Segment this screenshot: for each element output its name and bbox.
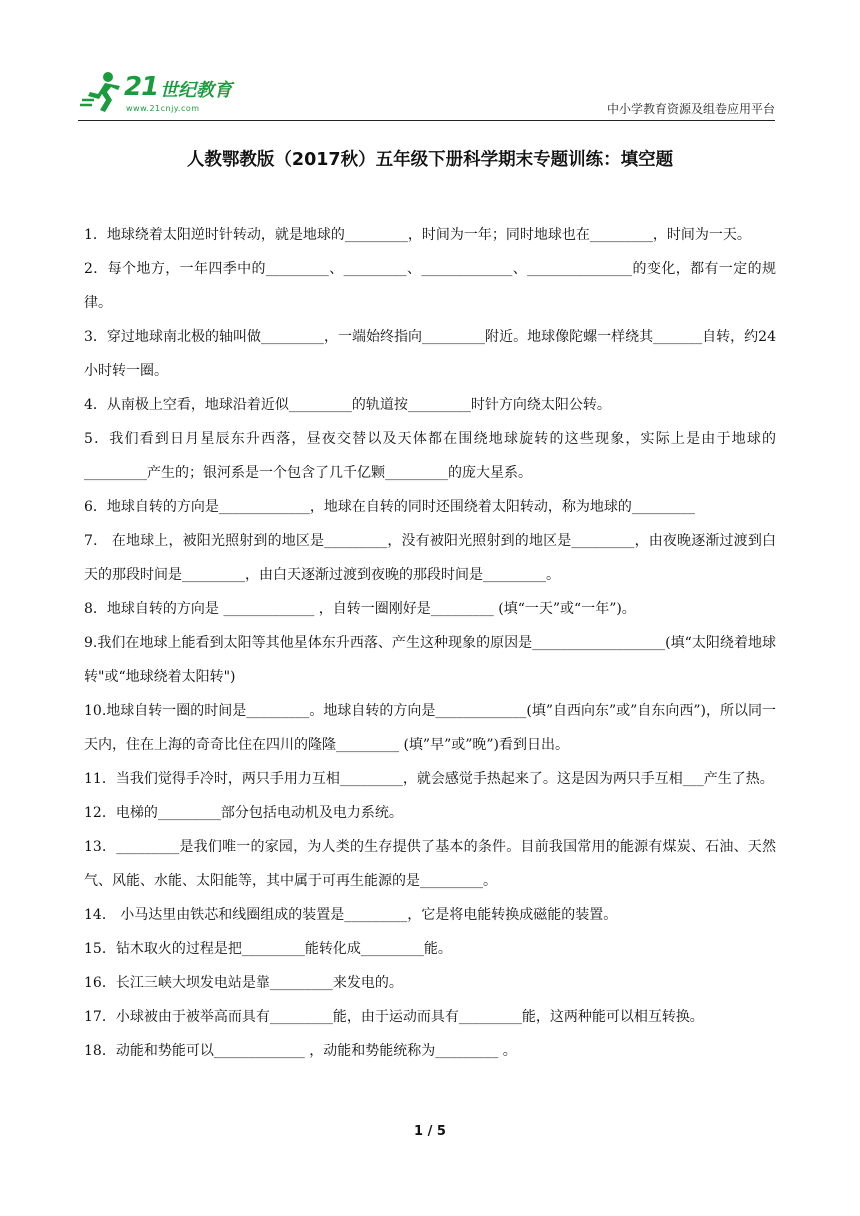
question-item: 15．钻木取火的过程是把_________能转化成_________能。 — [84, 941, 452, 957]
question-item: 17．小球被由于被举高而具有_________能，由于运动而具有_________能，这两种能可以相互转换。 — [84, 1009, 704, 1025]
question-item: 5．我们看到日月星辰东升西落，昼夜交替以及天体都在围绕地球旋转的这些现象，实际上是由于地球的_________产生的；银河系是一个包含了几千亿颗_________的庞大星系。 — [84, 431, 776, 481]
question-item: 9.我们在地球上能看到太阳等其他星体东升西落、产生这种现象的原因是___________________(填“太阳绕着地球转"或“地球绕着太阳转") — [84, 635, 776, 685]
question-item: 2．每个地方，一年四季中的_________、_________、_____________、_______________的变化，都有一定的规律。 — [84, 261, 776, 311]
question-item: 10.地球自转一圈的时间是_________。地球自转的方向是_____________(填”自西向东”或”自东向西”)，所以同一天内，住在上海的奇奇比住在四川的隆隆_________ (填”早”或”晚”)看到日出。 — [84, 703, 776, 753]
logo-number: 21 — [124, 72, 159, 102]
question-item: 3．穿过地球南北极的轴叫做_________，一端始终指向_________附近。地球像陀螺一样绕其_______自转，约24小时转一圈。 — [84, 329, 776, 379]
question-item: 14． 小马达里由铁芯和线圈组成的装置是_________，它是将电能转换成磁能的装置。 — [84, 907, 618, 923]
question-item: 18．动能和势能可以_____________ ，动能和势能统称为_________ 。 — [84, 1043, 517, 1059]
logo-text: 世纪教育 — [160, 80, 232, 101]
question-list — [84, 218, 776, 1068]
logo-url: www.21cnjy.com — [126, 104, 200, 113]
question-item: 11．当我们觉得手冷时，两只手用力互相_________，就会感觉手热起来了。这是因为两只手互相___产生了热。 — [84, 771, 774, 787]
question-item: 12．电梯的_________部分包括电动机及电力系统。 — [84, 805, 403, 821]
page-number: 1 / 5 — [414, 1124, 446, 1139]
question-item: 8．地球自转的方向是 _____________ ，自转一圈刚好是_________ (填“一天”或“一年”)。 — [84, 601, 636, 617]
question-item: 4．从南极上空看，地球沿着近似_________的轨道按_________时针方向绕太阳公转。 — [84, 397, 611, 413]
question-item: 7． 在地球上，被阳光照射到的地区是_________，没有被阳光照射到的地区是_________，由夜晚逐渐过渡到白天的那段时间是_________，由白天逐渐过渡到夜晚的那段时间是_________。 — [84, 533, 776, 583]
header-platform-text: 中小学教育资源及组卷应用平台 — [606, 102, 775, 116]
question-item: 13．_________是我们唯一的家园，为人类的生存提供了基本的条件。目前我国常用的能源有煤炭、石油、天然气、风能、水能、太阳能等，其中属于可再生能源的是_________。 — [84, 839, 776, 889]
page-header — [78, 66, 775, 121]
logo — [80, 68, 250, 116]
question-item: 16．长江三峡大坝发电站是靠_________来发电的。 — [84, 975, 403, 991]
runner-icon — [80, 70, 124, 114]
question-item: 1．地球绕着太阳逆时针转动，就是地球的_________，时间为一年；同时地球也在_________，时间为一天。 — [84, 227, 751, 243]
question-item: 6．地球自转的方向是_____________，地球在自转的同时还围绕着太阳转动，称为地球的_________ — [84, 499, 695, 515]
document-title: 人教鄂教版（2017秋）五年级下册科学期末专题训练：填空题 — [186, 150, 674, 170]
